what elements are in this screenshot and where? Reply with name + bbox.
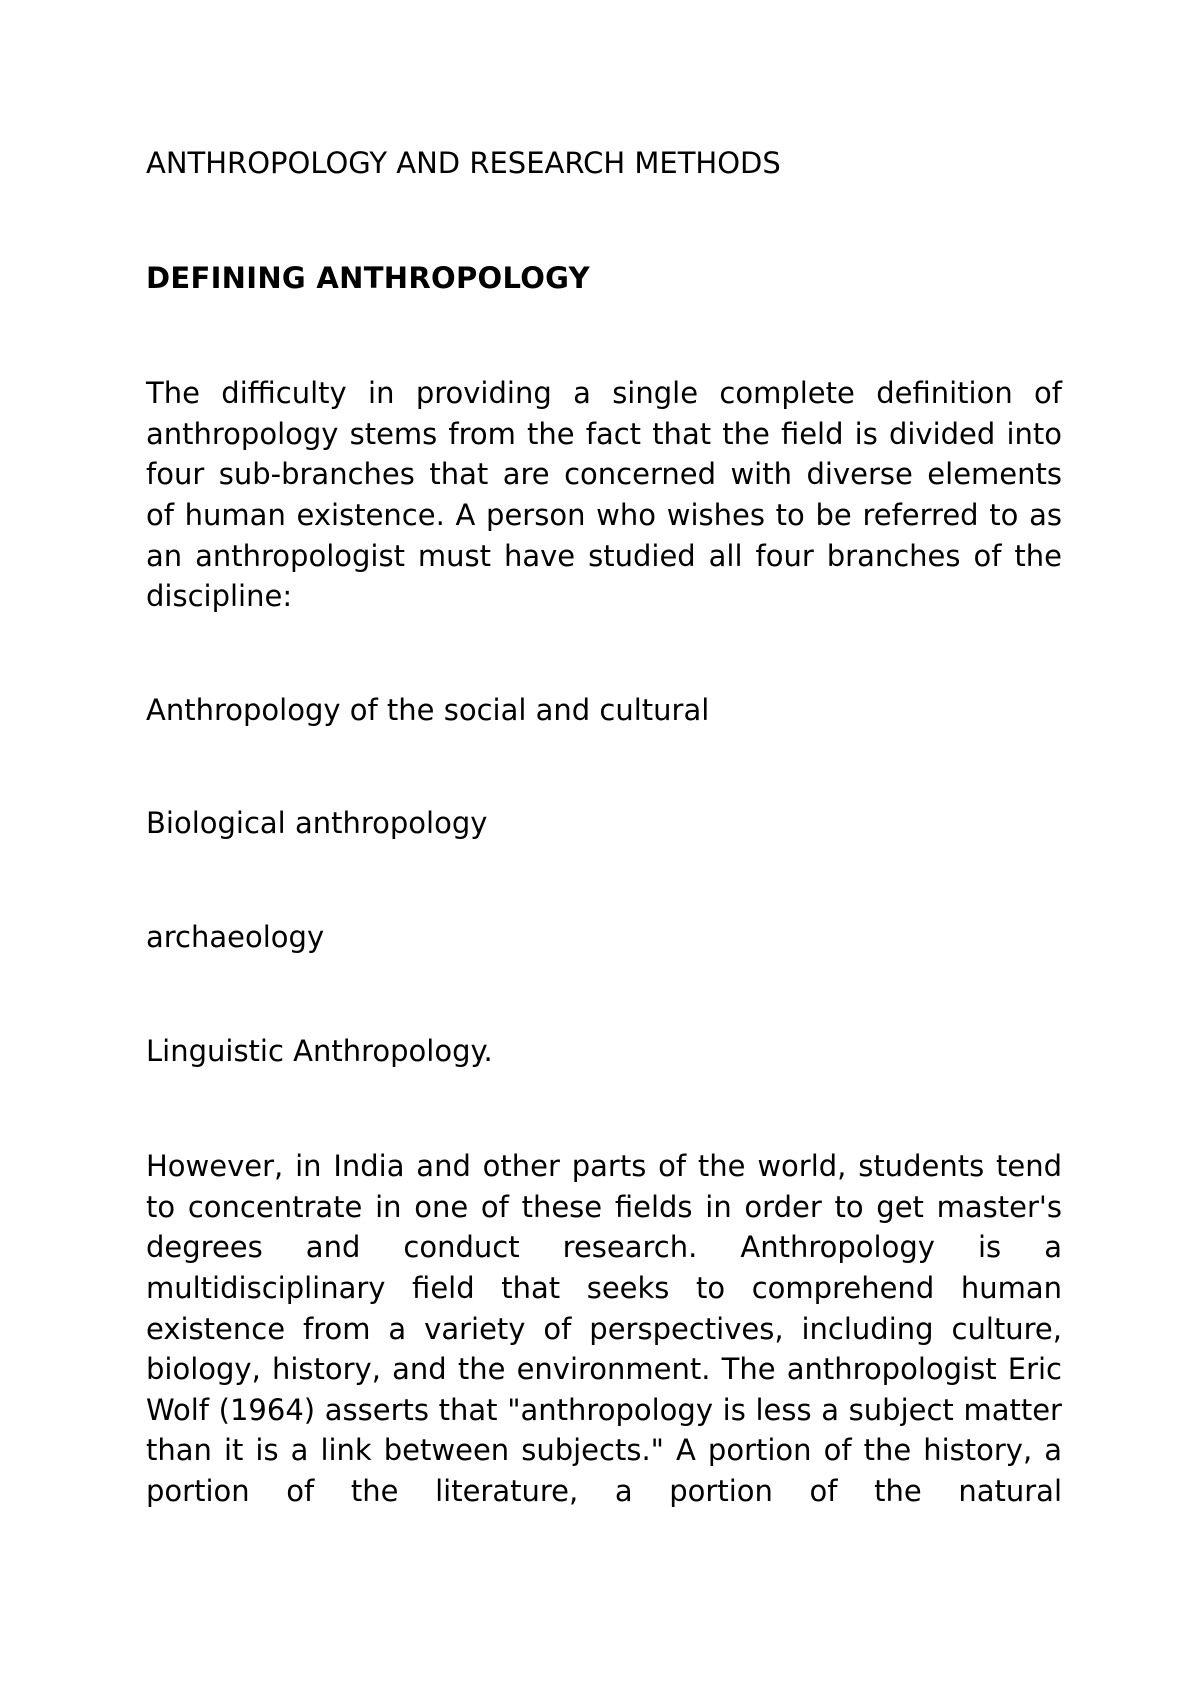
document-body bbox=[146, 143, 1062, 1508]
closing-paragraph: However, in India and other parts of the world, students tend to concentrate in one of these fields in order to get master's degrees and conduct research. Anthropology is a multidisciplinary field that seeks to comprehend human existence from a variety of perspectives, including culture, biology, history, and the environment. The anthropologist Eric Wolf (1964) asserts that "anthropology is less a subject matter than it is a link between subjects." A portion of the history, a portion of the literature, a portion of the natural bbox=[146, 1149, 1062, 1508]
branch-item-social-cultural: Anthropology of the social and cultural bbox=[146, 692, 710, 727]
section-heading: DEFINING ANTHROPOLOGY bbox=[146, 260, 590, 295]
branch-item-archaeology: archaeology bbox=[146, 919, 325, 954]
branch-item-biological: Biological anthropology bbox=[146, 806, 488, 841]
branch-item-linguistic: Linguistic Anthropology. bbox=[146, 1033, 493, 1068]
document-title: ANTHROPOLOGY AND RESEARCH METHODS bbox=[146, 146, 781, 180]
intro-paragraph: The difficulty in providing a single complete definition of anthropology stems from the fact that the field is divided into four sub-branches that are concerned with diverse elements of human existence. A person who wishes to be referred to as an anthropologist must have studied all four branches of the discipline: bbox=[146, 376, 1062, 614]
branch-list bbox=[146, 690, 1062, 1071]
